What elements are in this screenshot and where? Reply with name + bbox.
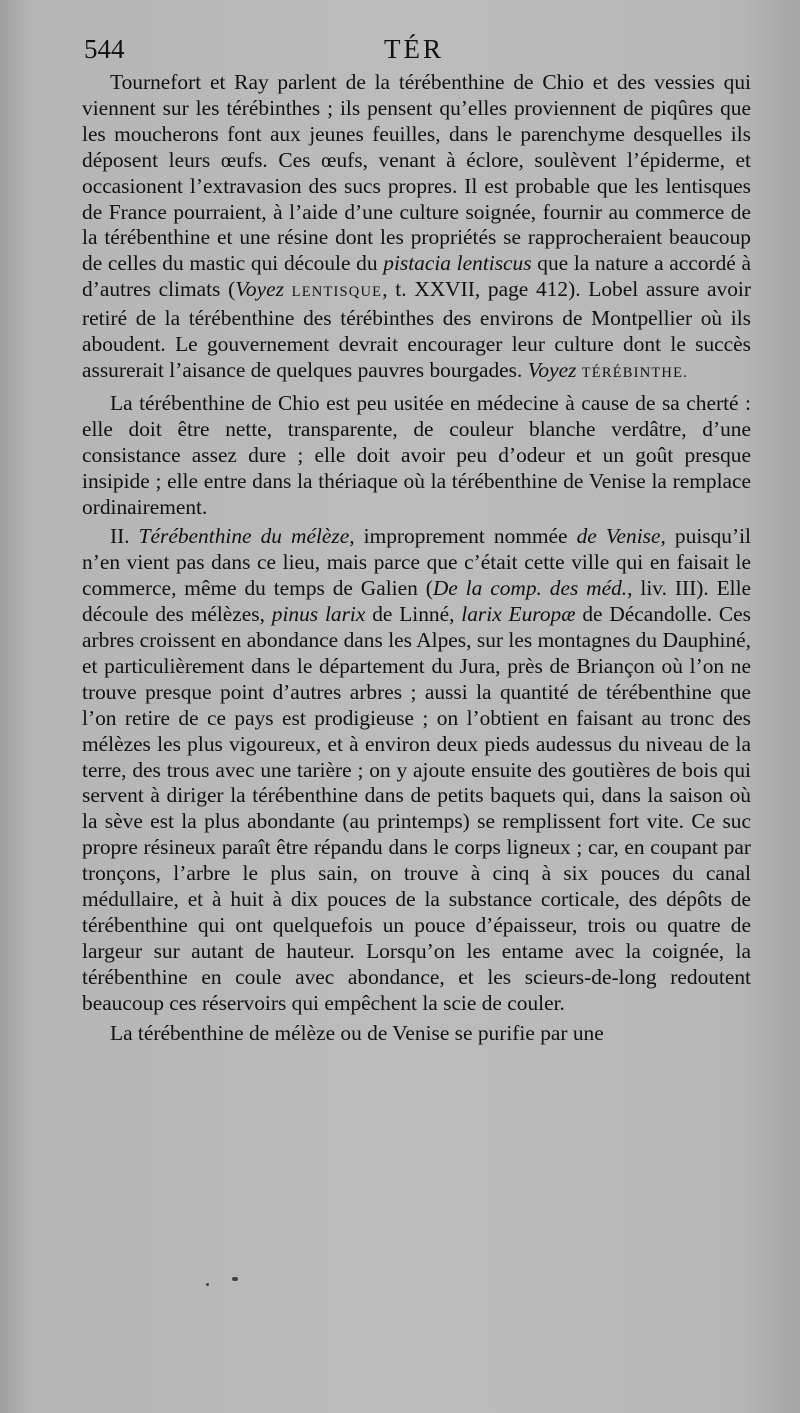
cross-reference-target: LENTISQUE xyxy=(291,284,383,301)
running-head: TÉR xyxy=(384,34,444,64)
cross-reference-target: TÉRÉBINTHE. xyxy=(581,364,688,381)
paper-speck xyxy=(232,1277,238,1281)
cross-reference-voyez: Voyez xyxy=(235,277,284,302)
page-number: 544 xyxy=(84,34,125,64)
paragraph-larch-turpentine: II. Térébenthine du mélèze, improprement nommée de Venise, puisqu’il n’en vient pas dans ce lieu, mais parce que c’était cette ville qui en faisait le commerce, même du temps de Galien (De la comp. des méd., liv. III). Elle découle des mélèzes, pinus larix de Linné, larix Europæ de Décandolle. Ces arbres croissent en abondance dans les Alpes, sur les montagnes du Dauphiné, et particulièrement dans le département du Jura, près de Briançon où l’on ne trouve presque point d’autres arbres ; aussi la quantité de térébenthine que l’on retire de ce pays est prodigieuse ; on l’obtient en faisant au tronc des mélèzes les plus vigoureux, et à environ deux pieds audessus du niveau de la terre, des trous avec une tarière ; on y ajoute ensuite des goutières de bois qui servent à diriger la térébenthine dans de petits baquets qui, dans la saison où la sève est la plus abondante (au printemps) se remplissent fort vite. Ce suc propre résineux paraît être répandu dans le corps ligneux ; car, en coupant par tronçons, l’arbre le plus sain, on trouve à cinq à six pouces du canal médullaire, et à huit à dix pouces de la substance corticale, des dépôts de térébenthine qui ont quelquefois un pouce d’épaisseur, trois ou quatre de largeur sur autant de hauteur. Lorsqu’on les entame avec la coignée, la térébenthine en coule avec abondance, et les scieurs-de-long redoutent beaucoup ces réservoirs qui empêchent la scie de couler. xyxy=(82,524,752,1015)
paper-speck xyxy=(206,1283,209,1286)
latin-name: pistacia lentiscus xyxy=(383,251,532,276)
latin-name: larix Europæ xyxy=(461,602,576,627)
paragraph-chio-origins: Tournefort et Ray parlent de la térébenthine de Chio et des vessies qui viennent sur les térébinthes ; ils pensent qu’elles proviennent de piqûres que les moucherons font aux jeunes feuilles, dans le parenchyme desquelles ils déposent leurs œufs. Ces œufs, venant à éclore, soulèvent l’épiderme, et occasionent l’extravasion des sucs propres. Il est probable que les lentisques de France pourraient, à l’aide d’une culture soignée, fournir au commerce de la térébenthine et une résine dont les propriétés se rapprocheraient beaucoup de celles du mastic qui découle du pistacia lentiscus que la nature a accordé à d’autres climats (Voyez LENTISQUE, t. XXVII, page 412). Lobel assure avoir retiré de la térébenthine des térébinthes des environs de Montpellier où ils aboudent. Le gouvernement devrait encourager leur culture dont le succès assurerait l’aisance de quelques pauvres bourgades. Voyez TÉRÉBINTHE. xyxy=(82,70,751,382)
body-text xyxy=(82,70,751,1047)
cross-reference-voyez: Voyez xyxy=(527,357,577,382)
latin-name: pinus larix xyxy=(271,602,366,627)
paragraph-purification: La térébenthine de mélèze ou de Venise se purifie par une xyxy=(110,1020,604,1045)
section-heading: Térébenthine du mélèze xyxy=(138,524,350,549)
paragraph-chio-medicine: La térébenthine de Chio est peu usitée en médecine à cause de sa cherté : elle doit être nette, transparente, de couleur blanche verdâtre, d’une consistance assez dure ; elle doit avoir peu d’odeur et un goût presque insipide ; elle entre dans la thériaque où la térébenthine de Venise la remplace ordinairement. xyxy=(82,390,751,519)
citation-title: De la comp. des méd. xyxy=(432,576,628,601)
page-header xyxy=(84,34,744,68)
